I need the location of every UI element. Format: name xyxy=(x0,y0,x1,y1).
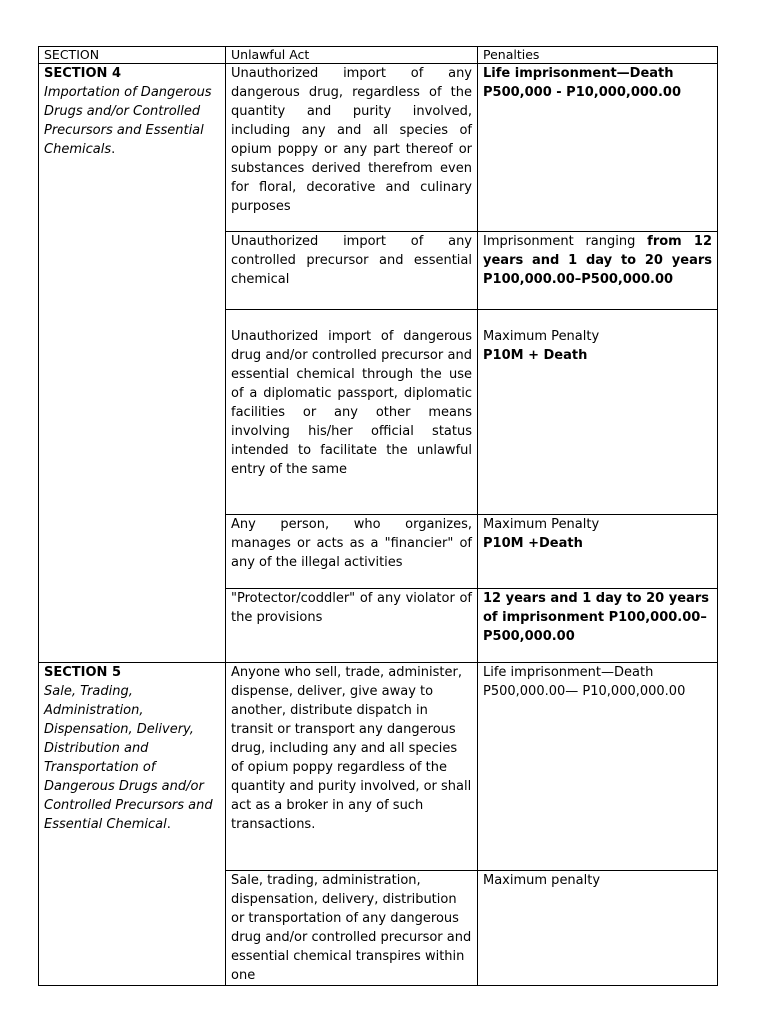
penalty-cell: Maximum penalty xyxy=(478,871,718,986)
unlawful-act-cell: Unauthorized import of any dangerous drug, regardless of the quantity and purity involved, including any and all species of opium poppy or any part thereof or substances derived therefrom even for floral, decorative and culinary purposes xyxy=(226,64,478,232)
section-5-description: Sale, Trading, Administration, Dispensation, Delivery, Distribution and Transportation of Dangerous Drugs and/or Controlled Precursors and Essential Chemical. xyxy=(44,684,213,832)
section-5-title: SECTION 5 xyxy=(44,665,121,680)
unlawful-act-cell: Any person, who organizes, manages or acts as a "financier" of any of the illegal activities xyxy=(226,515,478,589)
section-4-description: Importation of Dangerous Drugs and/or Controlled Precursors and Essential Chemicals. xyxy=(44,85,212,157)
unlawful-act-cell: Unauthorized import of dangerous drug and/or controlled precursor and essential chemical through the use of a diplomatic passport, diplomatic facilities or any other means involving his/her official status intended to facilitate the unlawful entry of the same xyxy=(226,310,478,515)
penalty-cell: Maximum Penalty P10M + Death xyxy=(478,310,718,515)
section-5-cell xyxy=(39,663,226,986)
table-row xyxy=(39,64,718,232)
table-header-row xyxy=(39,47,718,64)
header-penalties: Penalties xyxy=(478,47,718,64)
penalty-cell: 12 years and 1 day to 20 years of imprisonment P100,000.00–P500,000.00 xyxy=(478,589,718,663)
unlawful-act-cell: Sale, trading, administration, dispensation, delivery, distribution or transportation of any dangerous drug and/or controlled precursor and essential chemical transpires within one xyxy=(226,871,478,986)
unlawful-act-cell: "Protector/coddler" of any violator of the provisions xyxy=(226,589,478,663)
unlawful-act-cell: Anyone who sell, trade, administer, dispense, deliver, give away to another, distribute dispatch in transit or transport any dangerous drug, including any and all species of opium poppy regardless of the quantity and purity involved, or shall act as a broker in any of such transactions. xyxy=(226,663,478,871)
penalty-cell: Life imprisonment—Death P500,000 - P10,000,000.00 xyxy=(478,64,718,232)
table-row xyxy=(39,663,718,871)
penalty-cell: Maximum Penalty P10M +Death xyxy=(478,515,718,589)
section-4-cell xyxy=(39,64,226,663)
penalty-cell: Imprisonment ranging from 12 years and 1 day to 20 years P100,000.00–P500,000.00 xyxy=(478,232,718,310)
header-section: SECTION xyxy=(39,47,226,64)
unlawful-act-cell: Unauthorized import of any controlled precursor and essential chemical xyxy=(226,232,478,310)
penalties-table xyxy=(38,46,718,986)
section-4-title: SECTION 4 xyxy=(44,66,121,81)
penalty-cell: Life imprisonment—Death P500,000.00— P10,000,000.00 xyxy=(478,663,718,871)
header-unlawful-act: Unlawful Act xyxy=(226,47,478,64)
